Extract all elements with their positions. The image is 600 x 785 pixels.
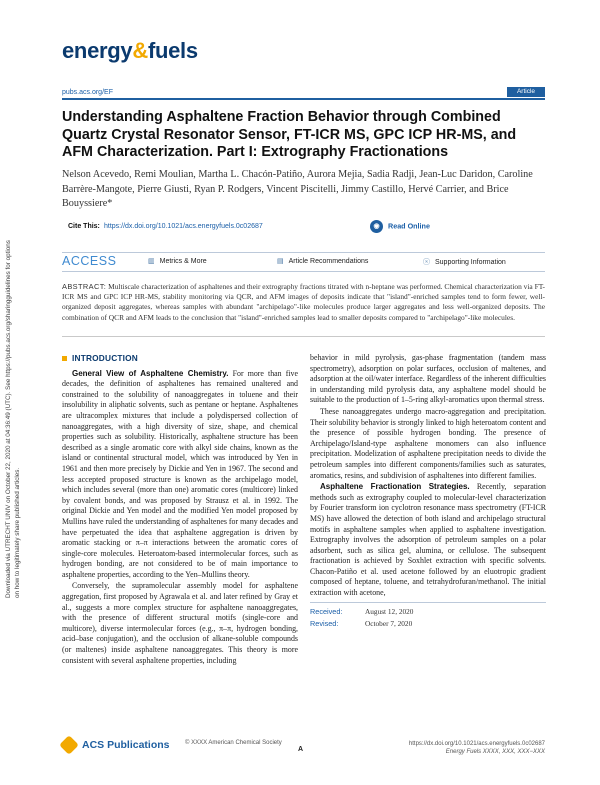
article-dates [310, 602, 546, 630]
paragraph: Asphaltene Fractionation Strategies. Recently, separation methods such as extrography coupled to molecular-level characterization by Fourier transform ion cyclotron resonance mass spectrometry (FT-ICR MS) have allowed the detection of both island and archipelago structural motifs in asphaltene samples when applied to asphaltene investigation. Extrography involves the adsorption of petroleum samples on a polar adsorbent, such as silica gel, alumina, or cellulose. The subsequent fractionation is achieved by Soxhlet extraction with specific solvents. Chacon-Patiño et al. used acetone followed by an eluotropic gradient composed of heptane, toluene, and tetrahydrofuran/methanol. The initial extraction with acetone, [310, 482, 546, 598]
footer-journal-citation: Energy Fuels XXXX, XXX, XXX−XXX [445, 749, 545, 755]
footer-citation [390, 740, 545, 756]
article-type-badge: Article [507, 87, 545, 97]
paragraph: behavior in mild pyrolysis, gas-phase fragmentation (tandem mass spectrometry), adsorption on polar surfaces, occlusion of maltenes, and adsorption at the oil/water interface. Regardless of the inherent difficulties in understanding mild pyrolysis data, any asphaltene model should be suitable to the production of 1–5-ring alkyl-aromatics upon thermal stress. [310, 353, 546, 405]
article-title: Understanding Asphaltene Fraction Behavior through Combined Quartz Crystal Resonator Sensor, FT-ICR MS, GPC ICP HR-MS, and AFM Characterization. Part I: Extrography Fractionations [62, 109, 517, 160]
recommendations-button[interactable]: ▤ Article Recommendations [277, 258, 369, 265]
cite-label: Cite This: [68, 223, 100, 230]
bar-chart-icon: ▥ [148, 258, 155, 265]
info-icon: ⓢ [423, 259, 430, 266]
section-heading: INTRODUCTION [62, 353, 298, 364]
revised-date: October 7, 2020 [365, 619, 413, 628]
acs-logo-icon [59, 735, 79, 755]
cite-doi-link[interactable]: https://dx.doi.org/10.1021/acs.energyfuels.0c02687 [104, 223, 263, 230]
paragraph: These nanoaggregates undergo macro-aggregation and precipitation. Their solubility behavior is strongly linked to high heteroatom content and the presence of possible hydrogen bonding. The presence of Archipelago/Island-type asphaltene monomers can also influence precipitation. Modelization of asphaltene precipitation needs to divide the petroleum samples into different components/families such as saturates, aromatics, resins, and subdivision of asphaltenes into different families. [310, 406, 546, 480]
cite-bar [62, 220, 545, 238]
paragraph: Conversely, the supramolecular assembly model for asphaltene aggregation, first proposed by Agrawala et al. and later refined by Gray et al., suggests a more complex structure for asphaltene nanoaggregates, with the presence of different structural motifs (single-core and multicore), diverse intermolecular forces (e.g., π–π, hydrogen bonding, acid–base conjugation), and the occlusion of alkane-soluble compounds (or maltenes) inside asphaltene nanoaggregates. This theory is more consistent with several asphaltene properties, including [62, 581, 298, 665]
left-column [62, 353, 298, 667]
copyright: © XXXX American Chemical Society [185, 740, 282, 746]
download-notice: Downloaded via UTRECHT UNIV on October 22, 2020 at 04:36:49 (UTC). See https://pubs.acs.org/sharingguidelines for options on how to legitimately share published articles. [5, 240, 21, 598]
footer-doi-link[interactable]: https://dx.doi.org/10.1021/acs.energyfuels.0c02687 [408, 741, 545, 747]
supporting-info-button[interactable]: ⓢ Supporting Information [423, 259, 506, 266]
page-number: A [298, 746, 304, 753]
subsection-heading: General View of Asphaltene Chemistry. [72, 368, 229, 378]
read-online-icon: ◉ [370, 220, 383, 233]
revised-label: Revised: [310, 619, 339, 628]
abstract-divider [62, 336, 545, 337]
read-online-button[interactable]: ◉ Read Online [370, 220, 430, 233]
abstract-label: ABSTRACT: [62, 282, 107, 291]
abstract-text: Multiscale characterization of asphaltenes and their extrography fractions titrated with n-heptane was performed. Chemical characterization via FT-ICR MS and GPC ICP HR-MS, stability monitoring via QCR, and AFM images of deposits indicate that "island"-enriched samples tend to form fewer, well-organized deposit aggregates, whereas samples with abundant "archipelago"-like molecules produce larger aggregates and less well-organized deposits. The combination of QCR and AFM leads to the conclusion that "island"-enriched samples lead to smaller deposits compared to "archipelago"-like molecules. [62, 282, 545, 322]
received-date: August 12, 2020 [365, 607, 414, 616]
received-label: Received: [310, 607, 343, 616]
metrics-button[interactable]: ▥ Metrics & More [148, 258, 207, 265]
acs-publications-logo[interactable]: ACS Publications [62, 738, 170, 752]
journal-logo[interactable]: energy&fuels [62, 38, 198, 63]
section-marker-icon [62, 356, 67, 361]
header-divider [62, 98, 545, 100]
document-icon: ▤ [277, 258, 284, 265]
abstract [62, 282, 545, 323]
subsection-heading: Asphaltene Fractionation Strategies. [320, 482, 470, 492]
journal-url-link[interactable]: pubs.acs.org/EF [62, 89, 113, 96]
access-label: ACCESS [62, 254, 117, 268]
author-list: Nelson Acevedo, Remi Moulian, Martha L. Chacón-Patiño, Aurora Mejia, Sadia Radji, Jean-Luc Daridon, Caroline Barrère-Mangote, Pierre Giusti, Ryan P. Rodgers, Vincent Piscitelli, Jimmy Castillo, Hervé Carrier, and Brice Bouyssiere* [62, 169, 533, 209]
paragraph: General View of Asphaltene Chemistry. For more than five decades, the definition of asphaltenes has remained unaltered and constrained to the solubility of nanoaggregates in toluene and their insolubility in aliphatic solvents, such as pentane or heptane. Asphaltenes are ultracomplex mixtures that include a polydispersed collection of nanoaggregates, with a high diversity of size, shape, and chemical properties such as solubility. Historically, asphaltene structure has been described as a single aromatic core with alkyl side chains, known as the island or continental structural model, which was introduced by Yen in 1961 and then more precisely by Dickie and Yen in 1967. The second and less accepted proposed structure is known as the archipelago model, which includes several (more than one) aromatic cores (multicore) linked by covalent bonds, and was proposed by Strausz et al. in 1992. The original Dickie and Yen model and the modified Yen model proposed by Mullins have ruled the understanding of asphaltenes for many decades and have perpetuated the idea that asphaltene aggregation is driven by aromatic stacking or π–π interactions between the aromatic cores of single-core molecules. Heteroatom-based intermolecular forces, such as hydrogen bonding, are not considered to be of main importance to asphaltene properties, according to the Yen–Mullins theory. [62, 368, 298, 579]
right-column [310, 353, 546, 600]
access-bar [62, 252, 545, 272]
